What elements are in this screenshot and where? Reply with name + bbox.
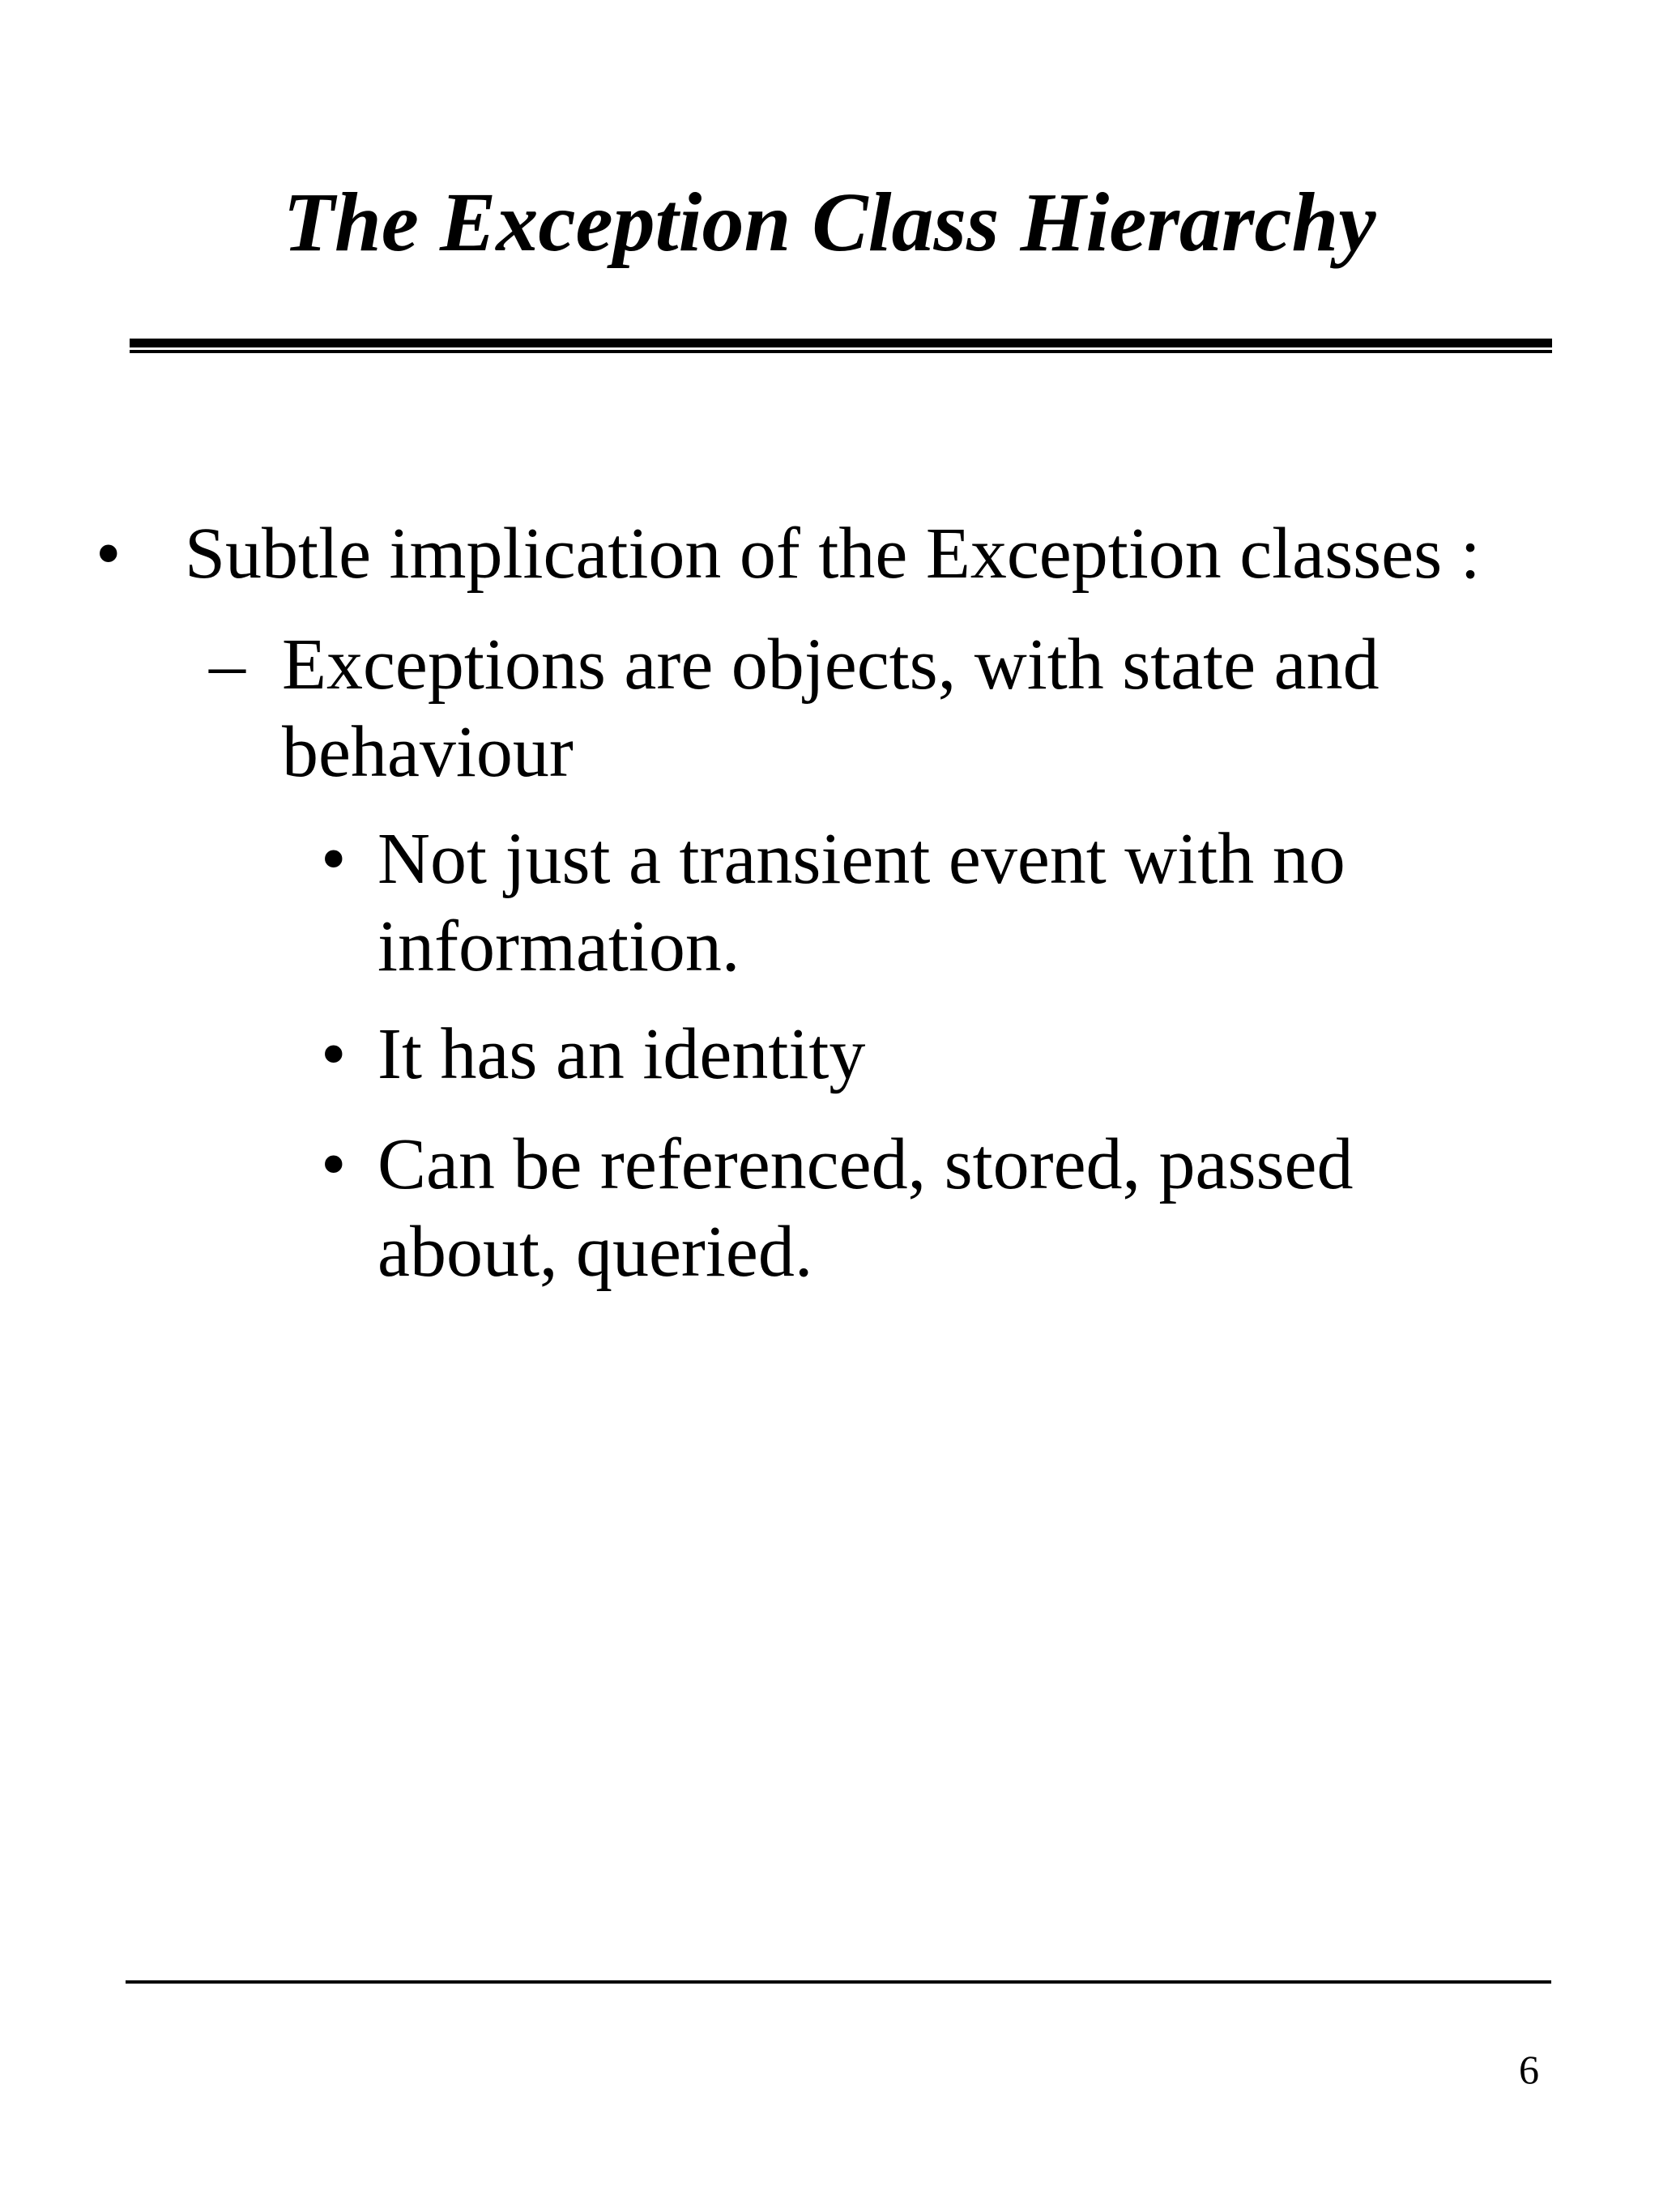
subsubbullet-text-line: about, queried. [377,1212,813,1292]
page-number: 6 [1519,2047,1539,2092]
subsubbullet-text-line: information. [377,906,740,987]
slide-title: The Exception Class Hierarchy [283,176,1376,269]
subbullet-text-line: behaviour [282,712,574,792]
subbullet-text-line: Exceptions are objects, with state and [282,624,1380,705]
bullet-text-line: Subtle implication of the Exception classes : [185,514,1481,594]
bullet-marker: • [321,1124,347,1204]
title-underline-thin [130,350,1552,353]
title-underline-thick [130,339,1552,347]
subsubbullet-text-line: It has an identity [377,1014,866,1094]
footer-rule [126,1980,1551,1984]
bullet-marker: • [321,819,347,899]
bullet-marker: • [321,1014,347,1094]
subsubbullet-text-line: Not just a transient event with no [377,819,1346,899]
dash-marker: – [209,624,245,705]
subsubbullet-text-line: Can be referenced, stored, passed [377,1124,1354,1204]
bullet-marker: • [96,514,122,594]
